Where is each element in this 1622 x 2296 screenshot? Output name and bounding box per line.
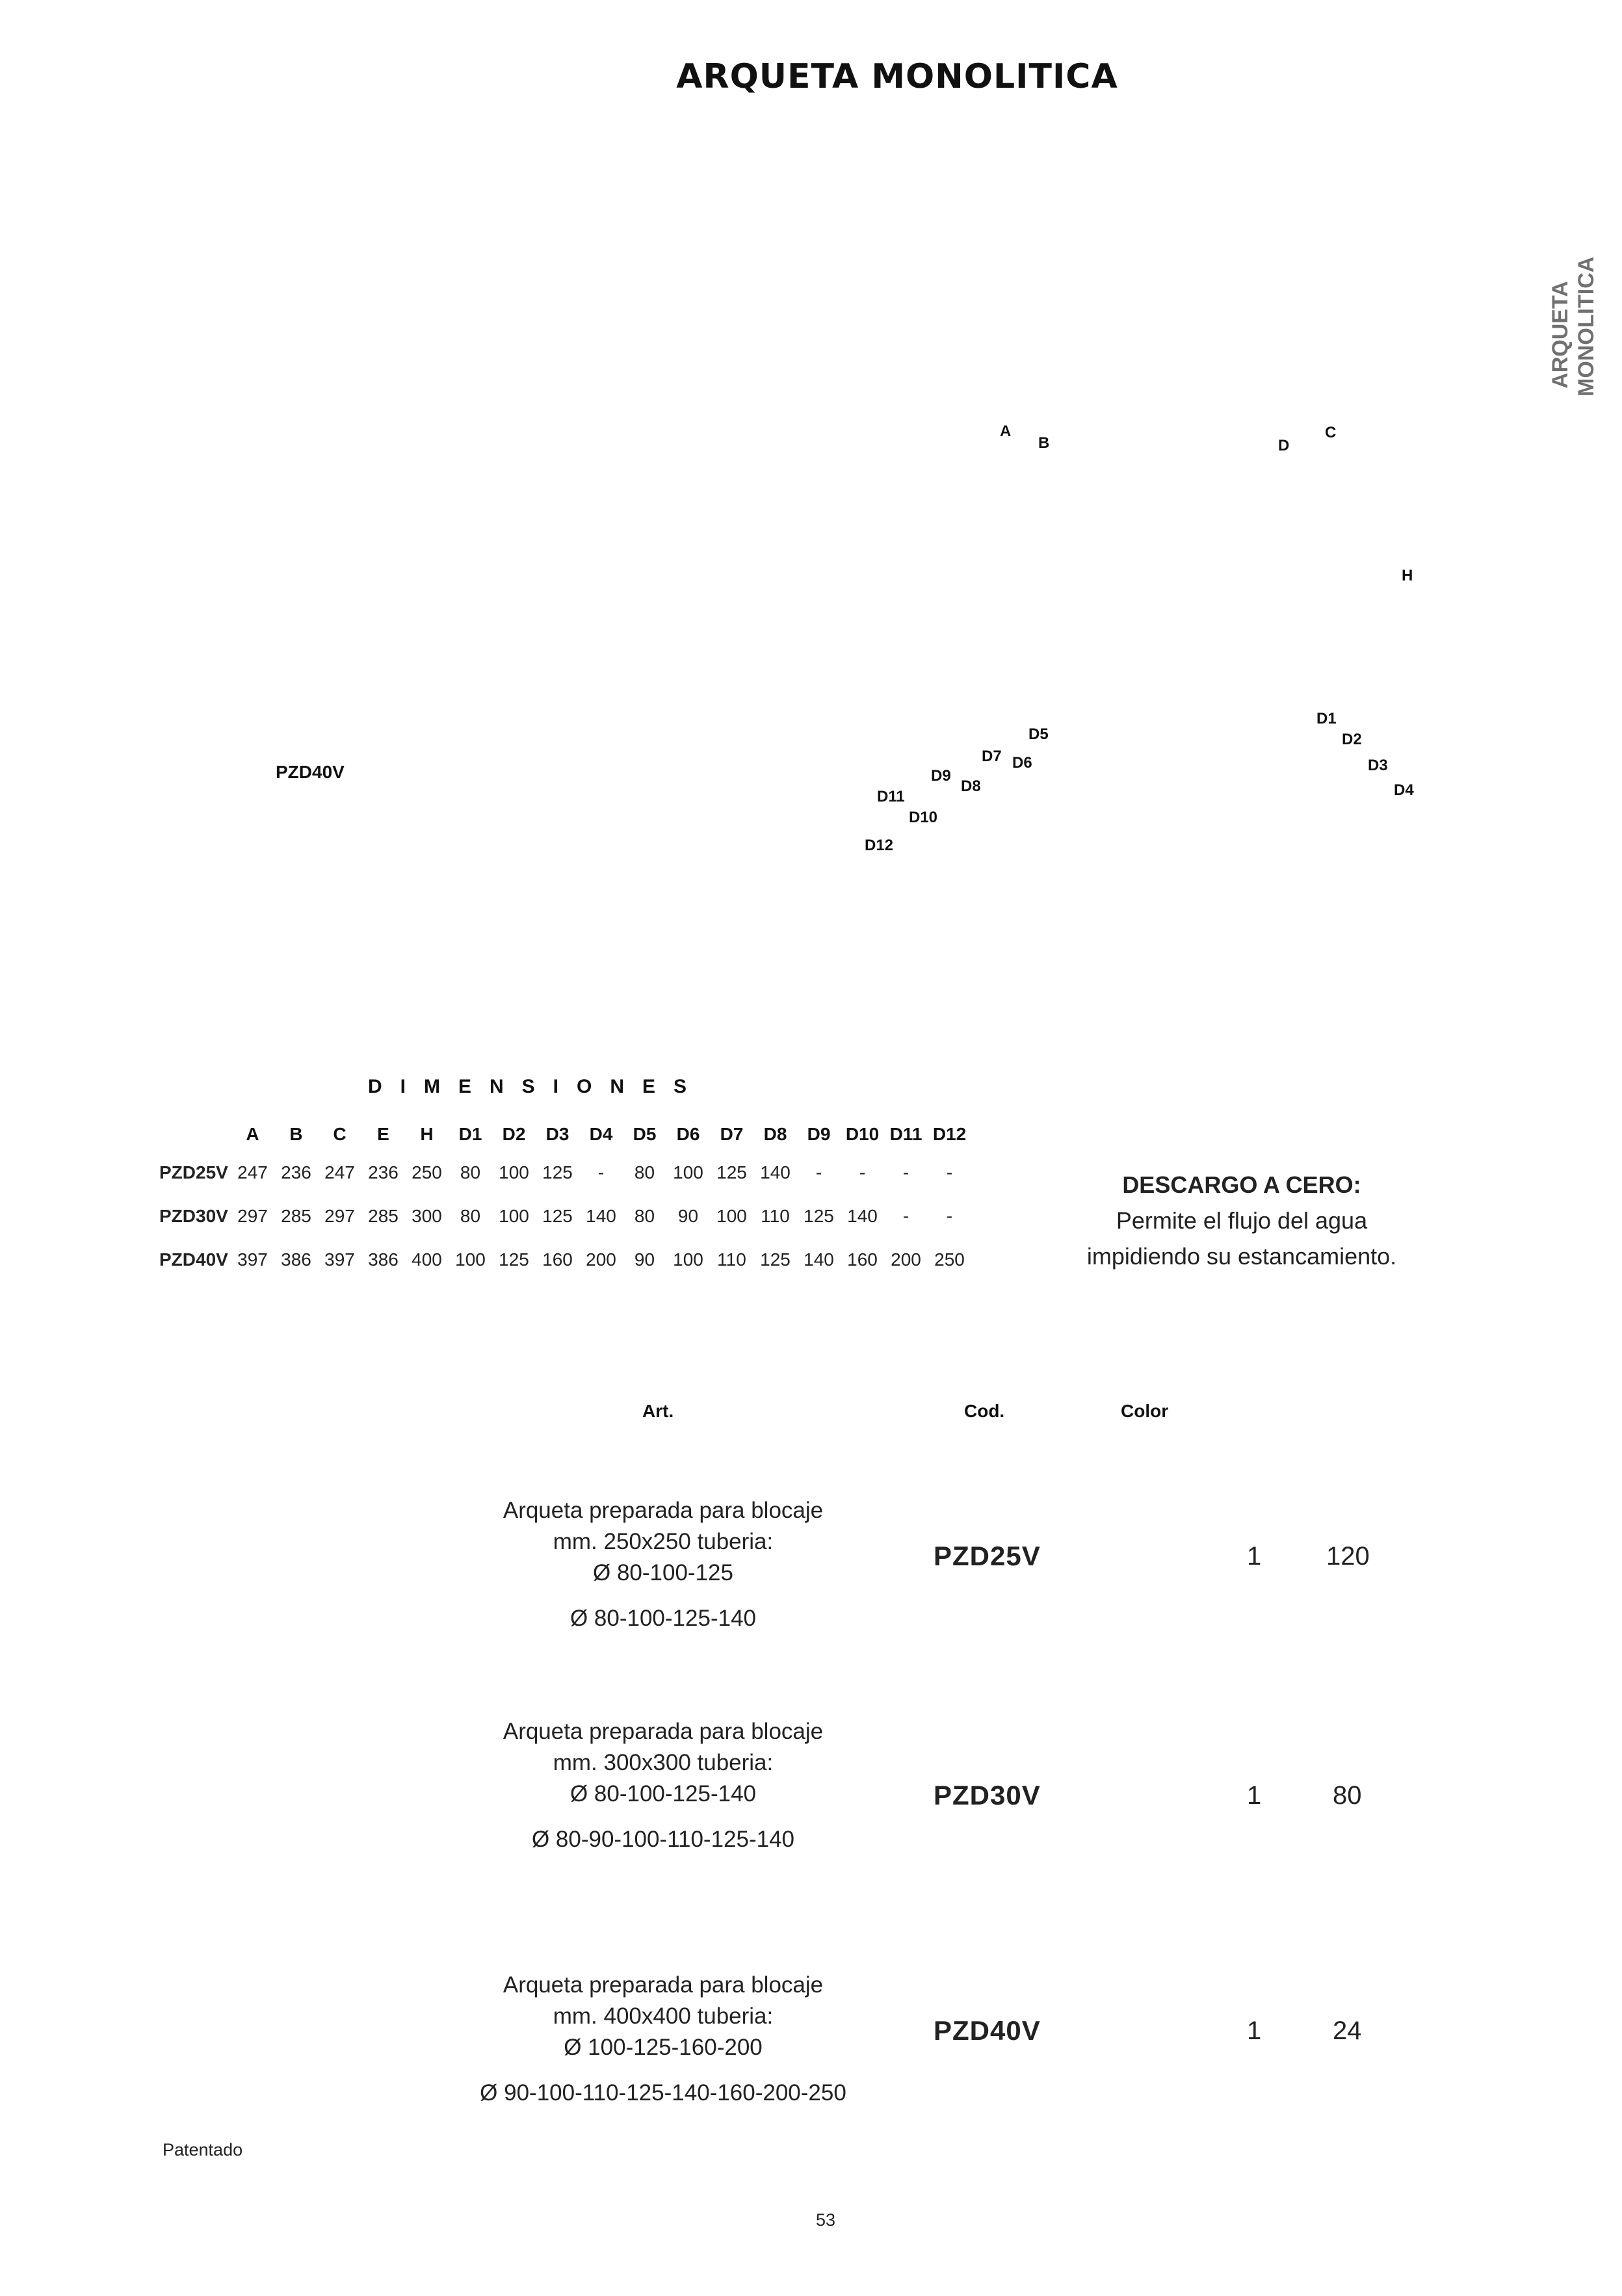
desc-line: Ø 90-100-110-125-140-160-200-250 xyxy=(480,2080,846,2106)
dimensions-corner-cell xyxy=(159,1118,231,1151)
table-cell: 110 xyxy=(761,1205,790,1226)
product-description xyxy=(416,1716,910,1855)
desc-line: Ø 80-100-125 xyxy=(593,1560,733,1585)
drawing-label-b: B xyxy=(1038,434,1050,452)
table-cell: 297 xyxy=(324,1205,355,1226)
dim-col-d7: D7 xyxy=(720,1124,744,1144)
drawing-label-d2: D2 xyxy=(1342,731,1362,748)
table-cell: 80 xyxy=(634,1162,655,1182)
header-cod: Cod. xyxy=(964,1401,1005,1421)
table-cell: - xyxy=(902,1205,909,1226)
dim-col-d2: D2 xyxy=(502,1124,526,1144)
table-cell: 397 xyxy=(324,1249,355,1270)
row-model: PZD25V xyxy=(159,1162,228,1182)
dim-col-d12: D12 xyxy=(932,1124,967,1144)
table-cell: 285 xyxy=(281,1205,311,1226)
drawing-label-d11: D11 xyxy=(877,788,905,805)
table-cell: 90 xyxy=(677,1205,699,1226)
product-code: PZD30V xyxy=(934,1780,1041,1810)
dim-col-a: A xyxy=(246,1124,259,1144)
header-art: Art. xyxy=(642,1401,674,1421)
table-cell: 285 xyxy=(368,1205,399,1226)
table-cell: 125 xyxy=(499,1249,529,1270)
product-code: PZD40V xyxy=(934,2015,1041,2046)
desc-line: Ø 100-125-160-200 xyxy=(564,2035,763,2060)
product-qty-box: 80 xyxy=(1333,1781,1362,1810)
dim-col-d1: D1 xyxy=(458,1124,482,1144)
table-cell: 125 xyxy=(542,1162,573,1182)
table-cell: 236 xyxy=(281,1162,311,1182)
table-cell: 80 xyxy=(634,1205,655,1226)
page-number: 53 xyxy=(815,2210,836,2230)
table-cell: 236 xyxy=(368,1162,399,1182)
table-cell: 100 xyxy=(673,1249,703,1270)
table-cell: 100 xyxy=(455,1249,486,1270)
side-tab-line-2: MONOLITICA xyxy=(1574,256,1599,397)
table-cell: 100 xyxy=(716,1205,747,1226)
table-cell: 140 xyxy=(586,1205,616,1226)
table-cell: 140 xyxy=(847,1205,878,1226)
drawing-label-c: C xyxy=(1325,424,1337,441)
table-cell: 250 xyxy=(934,1249,965,1270)
descargo-line-2: impidiendo su estancamiento. xyxy=(1086,1243,1397,1270)
drawing-label-d8: D8 xyxy=(961,777,981,795)
product-qty-box: 24 xyxy=(1333,2016,1362,2045)
product-qty-unit: 1 xyxy=(1247,1542,1262,1571)
desc-line: mm. 250x250 tuberia: xyxy=(553,1529,774,1554)
drawing-label-d9: D9 xyxy=(931,767,951,785)
table-cell: 297 xyxy=(237,1205,268,1226)
table-cell: 125 xyxy=(716,1162,747,1182)
table-cell: 247 xyxy=(237,1162,268,1182)
table-row xyxy=(159,1151,971,1194)
drawing-label-d1: D1 xyxy=(1316,710,1337,727)
table-cell: 400 xyxy=(412,1249,442,1270)
side-tab xyxy=(1547,256,1599,397)
page-title: ARQUETA MONOLITICA xyxy=(676,57,1118,96)
desc-line: Arqueta preparada para blocaje xyxy=(503,1972,824,1998)
dim-col-h: H xyxy=(420,1124,434,1144)
side-tab-line-1: ARQUETA xyxy=(1548,281,1573,389)
dim-col-e: E xyxy=(377,1124,389,1144)
dimensions-heading: DIMENSIONES xyxy=(368,1076,705,1097)
dim-col-d5: D5 xyxy=(633,1124,657,1144)
table-cell: 100 xyxy=(499,1205,529,1226)
table-cell: 125 xyxy=(804,1205,834,1226)
table-cell: 100 xyxy=(499,1162,529,1182)
drawing-label-d10: D10 xyxy=(909,809,938,826)
dim-col-d9: D9 xyxy=(807,1124,831,1144)
product-qty-unit: 1 xyxy=(1247,2016,1262,2045)
product-description xyxy=(416,1970,910,2109)
desc-line: Ø 80-100-125-140 xyxy=(569,1781,757,1807)
descargo-heading: DESCARGO A CERO: xyxy=(1122,1171,1361,1198)
dim-col-d6: D6 xyxy=(676,1124,700,1144)
table-cell: 125 xyxy=(760,1249,791,1270)
table-cell: - xyxy=(946,1162,953,1182)
table-cell: 100 xyxy=(673,1162,703,1182)
table-cell: - xyxy=(597,1162,605,1182)
desc-line: mm. 400x400 tuberia: xyxy=(553,2003,774,2029)
table-cell: 200 xyxy=(891,1249,921,1270)
row-model: PZD30V xyxy=(159,1205,228,1226)
table-cell: 140 xyxy=(804,1249,834,1270)
table-cell: 90 xyxy=(634,1249,655,1270)
table-cell: 397 xyxy=(237,1249,268,1270)
dim-col-b: B xyxy=(289,1124,303,1144)
dim-col-d3: D3 xyxy=(545,1124,569,1144)
descargo-line-1: Permite el flujo del agua xyxy=(1116,1207,1368,1234)
table-cell: - xyxy=(946,1205,953,1226)
product-qty-box: 120 xyxy=(1326,1542,1370,1571)
drawing-label-h: H xyxy=(1402,567,1413,584)
drawing-label-d: D xyxy=(1278,437,1290,454)
drawing-label-d3: D3 xyxy=(1368,757,1388,774)
dimensions-header-row xyxy=(159,1118,971,1151)
dim-col-d8: D8 xyxy=(763,1124,787,1144)
desc-line: Arqueta preparada para blocaje xyxy=(503,1719,824,1744)
dim-col-c: C xyxy=(333,1124,347,1144)
table-cell: 386 xyxy=(368,1249,399,1270)
drawing-label-d5: D5 xyxy=(1028,725,1049,743)
product-qty-unit: 1 xyxy=(1247,1781,1262,1810)
drawing-label-d6: D6 xyxy=(1012,754,1032,772)
drawing-label-d7: D7 xyxy=(982,748,1002,765)
table-cell: 125 xyxy=(542,1205,573,1226)
table-cell: - xyxy=(859,1162,866,1182)
product-description xyxy=(416,1495,910,1634)
table-cell: 160 xyxy=(542,1249,573,1270)
header-color: Color xyxy=(1121,1401,1169,1421)
table-cell: 80 xyxy=(460,1162,481,1182)
table-cell: 300 xyxy=(412,1205,442,1226)
table-cell: 80 xyxy=(460,1205,481,1226)
row-model: PZD40V xyxy=(159,1249,228,1270)
desc-line: Arqueta preparada para blocaje xyxy=(503,1498,824,1523)
product-code: PZD25V xyxy=(934,1541,1041,1571)
descargo-note xyxy=(1053,1167,1430,1274)
drawing-label-d12: D12 xyxy=(865,837,894,854)
drawing-model-label: PZD40V xyxy=(276,762,345,782)
table-cell: 140 xyxy=(760,1162,791,1182)
table-cell: 250 xyxy=(412,1162,442,1182)
desc-line: mm. 300x300 tuberia: xyxy=(553,1750,774,1775)
table-cell: 386 xyxy=(281,1249,311,1270)
dimensions-table xyxy=(159,1118,971,1281)
table-cell: 247 xyxy=(324,1162,355,1182)
dim-col-d10: D10 xyxy=(845,1124,880,1144)
table-cell: - xyxy=(902,1162,909,1182)
table-row xyxy=(159,1194,971,1238)
table-row xyxy=(159,1238,971,1281)
dim-col-d4: D4 xyxy=(589,1124,613,1144)
patent-note: Patentado xyxy=(163,2140,243,2159)
table-cell: 160 xyxy=(847,1249,878,1270)
drawing-label-a: A xyxy=(1000,423,1012,440)
drawing-label-d4: D4 xyxy=(1394,781,1414,799)
dim-col-d11: D11 xyxy=(889,1124,922,1144)
desc-line: Ø 80-90-100-110-125-140 xyxy=(531,1827,795,1852)
table-cell: - xyxy=(815,1162,822,1182)
table-cell: 200 xyxy=(586,1249,616,1270)
table-cell: 110 xyxy=(717,1249,746,1270)
desc-line: Ø 80-100-125-140 xyxy=(569,1606,757,1631)
